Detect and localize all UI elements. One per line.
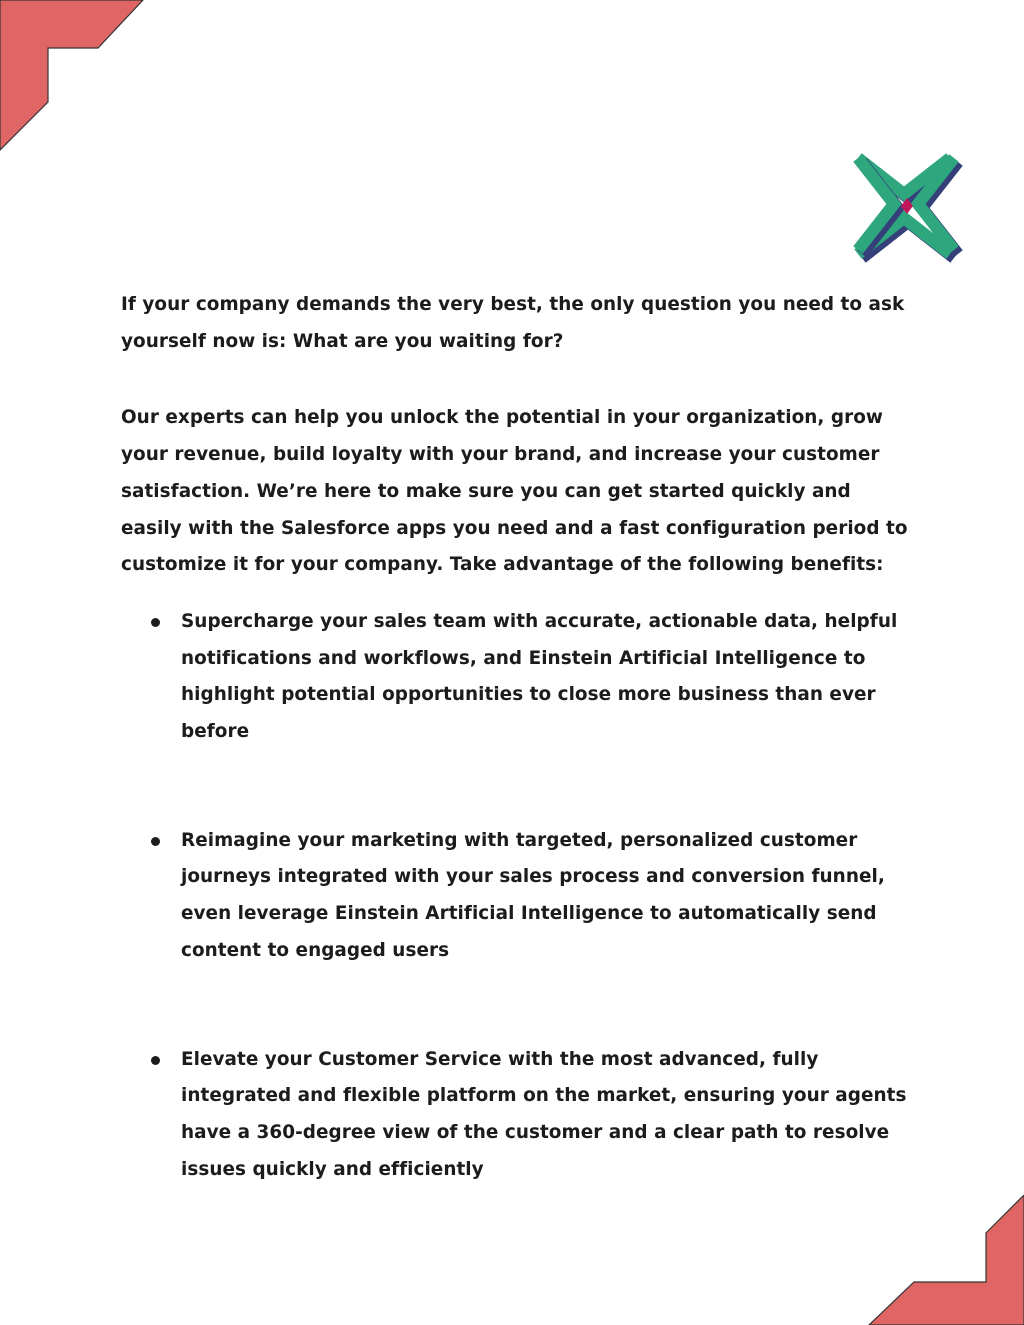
list-item — [121, 823, 911, 970]
list-item-text: Reimagine your marketing with targeted, personalized customer journeys integrated with your sales process and conversion funnel, even leverage Einstein Artificial Intelligence to automatically send content to engaged users — [181, 829, 885, 961]
list-item-text: Elevate your Customer Service with the most advanced, fully integrated and flexible platform on the market, ensuring your agents have a 360-degree view of the customer and a clear path to resolve issues quickly and efficiently — [181, 1048, 907, 1180]
document-body — [121, 287, 911, 1188]
bullet-icon — [151, 1056, 160, 1065]
bottom-right-corner-decoration — [864, 1195, 1024, 1325]
bullet-icon — [151, 618, 160, 627]
bullet-icon — [151, 837, 160, 846]
top-left-corner-decoration — [0, 0, 150, 152]
logo-icon — [852, 152, 964, 264]
benefits-list — [121, 604, 911, 1188]
body-paragraph: Our experts can help you unlock the potential in your organization, grow your revenue, build loyalty with your brand, and increase your customer satisfaction. We’re here to make sure you can get started quickly and easily with the Salesforce apps you need and a fast configuration period to customize it for your company. Take advantage of the following benefits: — [121, 407, 908, 576]
list-item — [121, 604, 911, 751]
list-item — [121, 1042, 911, 1189]
intro-paragraph: If your company demands the very best, the only question you need to ask yourself now is: What are you waiting for? — [121, 294, 905, 352]
list-item-text: Supercharge your sales team with accurate, actionable data, helpful notifications and workflows, and Einstein Artificial Intelligence to highlight potential opportunities to close more business than ever before — [181, 610, 898, 743]
